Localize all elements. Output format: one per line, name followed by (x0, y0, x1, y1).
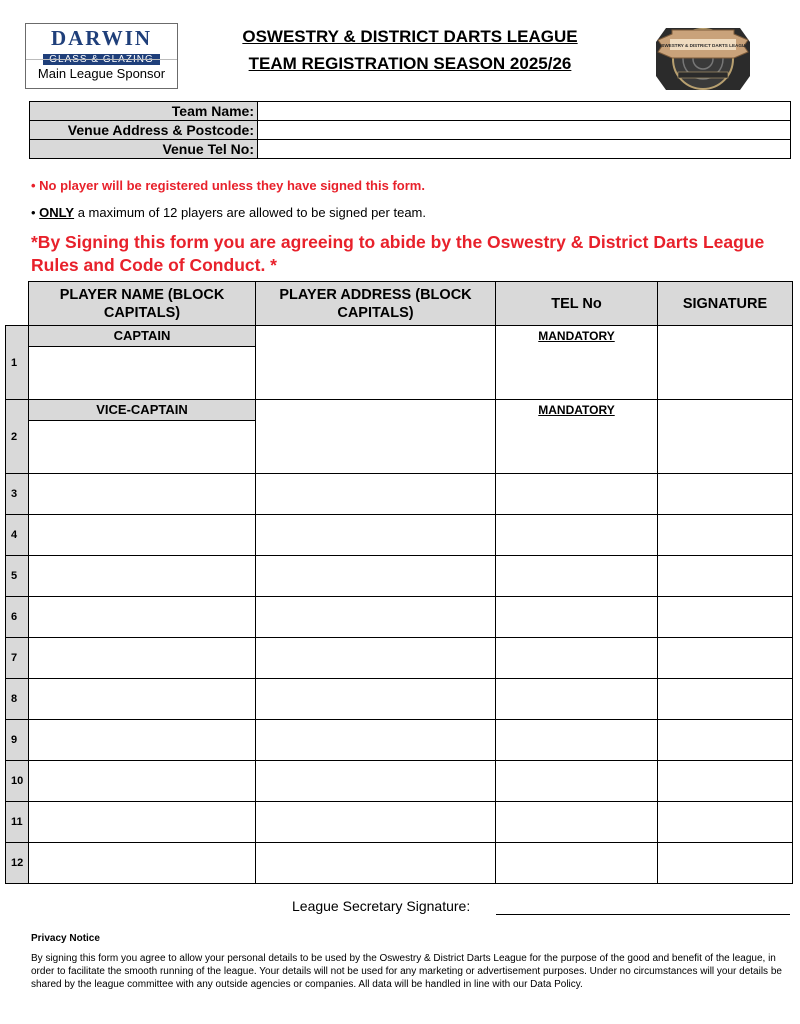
tel-cell[interactable] (496, 843, 658, 884)
player-address-cell[interactable] (256, 400, 496, 474)
tel-cell[interactable] (496, 720, 658, 761)
secretary-signature-label: League Secretary Signature: (292, 898, 471, 914)
venue-address-field[interactable] (258, 121, 791, 140)
logo-banner-text: OSWESTRY & DISTRICT DARTS LEAGUE (657, 43, 749, 48)
player-address-cell[interactable] (256, 679, 496, 720)
registration-warning: • No player will be registered unless they have signed this form. (31, 178, 425, 193)
row-number: 7 (6, 638, 29, 679)
tel-cell[interactable] (496, 802, 658, 843)
table-row (6, 638, 793, 679)
sponsor-box (25, 23, 178, 89)
signature-cell[interactable] (658, 326, 793, 400)
table-row (6, 679, 793, 720)
tel-cell[interactable] (496, 474, 658, 515)
table-row (6, 843, 793, 884)
row-number: 6 (6, 597, 29, 638)
secretary-signature-line[interactable] (496, 914, 790, 915)
tel-cell[interactable] (496, 597, 658, 638)
table-row (6, 515, 793, 556)
player-name-cell[interactable] (29, 761, 256, 802)
signature-cell[interactable] (658, 638, 793, 679)
player-address-cell[interactable] (256, 761, 496, 802)
table-row (6, 556, 793, 597)
header-tel: TEL No (496, 282, 658, 326)
table-row (6, 720, 793, 761)
row-number: 9 (6, 720, 29, 761)
player-name-cell[interactable] (29, 720, 256, 761)
team-name-field[interactable] (258, 102, 791, 121)
signature-cell[interactable] (658, 761, 793, 802)
table-row (6, 326, 793, 400)
player-address-cell[interactable] (256, 720, 496, 761)
signature-cell[interactable] (658, 556, 793, 597)
row-number: 4 (6, 515, 29, 556)
header-blank (6, 282, 29, 326)
venue-address-label: Venue Address & Postcode: (30, 121, 258, 140)
player-table (5, 281, 793, 884)
privacy-heading: Privacy Notice (31, 933, 100, 944)
sponsor-label: Main League Sponsor (26, 59, 177, 88)
venue-tel-field[interactable] (258, 140, 791, 159)
table-row (6, 474, 793, 515)
signature-cell[interactable] (658, 474, 793, 515)
player-name-cell[interactable] (29, 802, 256, 843)
row-number: 1 (6, 326, 29, 400)
tel-cell[interactable] (496, 761, 658, 802)
tel-cell[interactable] (496, 400, 658, 474)
player-address-cell[interactable] (256, 843, 496, 884)
privacy-notice: By signing this form you agree to allow your personal details to be used by the Oswestry & District Darts League for the purpose of the good and benefit of the league, in order to facilitate the smooth running of the league. Your details will not be used for any marketing or advertisement purposes. Under no circumstances will your details be shared by the league committee with any outside agencies or companies. All data will be handled in line with our Data Policy. (31, 953, 782, 990)
mandatory-label: MANDATORY (538, 403, 615, 417)
player-address-cell[interactable] (256, 556, 496, 597)
team-name-label: Team Name: (30, 102, 258, 121)
row-number: 2 (6, 400, 29, 474)
player-address-cell[interactable] (256, 638, 496, 679)
player-name-cell[interactable] (29, 556, 256, 597)
row-number: 10 (6, 761, 29, 802)
signature-cell[interactable] (658, 400, 793, 474)
mandatory-label: MANDATORY (538, 329, 615, 343)
sponsor-brand: DARWIN (50, 26, 153, 50)
max-players-rest: a maximum of 12 players are allowed to be signed per team. (74, 205, 426, 220)
table-row (6, 802, 793, 843)
header-signature: SIGNATURE (658, 282, 793, 326)
captain-label: CAPTAIN (29, 326, 255, 347)
signature-cell[interactable] (658, 515, 793, 556)
max-players-bullet: • (31, 205, 40, 220)
tel-cell[interactable] (496, 326, 658, 400)
player-address-cell[interactable] (256, 515, 496, 556)
table-row (6, 597, 793, 638)
row-number: 12 (6, 843, 29, 884)
tel-cell[interactable] (496, 638, 658, 679)
row-number: 11 (6, 802, 29, 843)
page-title: OSWESTRY & DISTRICT DARTS LEAGUE (242, 27, 578, 46)
sponsor-logo (26, 24, 177, 65)
max-players-note (31, 205, 426, 220)
player-name-cell[interactable] (29, 843, 256, 884)
player-name-cell[interactable] (29, 474, 256, 515)
player-address-cell[interactable] (256, 597, 496, 638)
row-number: 5 (6, 556, 29, 597)
page-subtitle: TEAM REGISTRATION SEASON 2025/26 (248, 54, 572, 73)
player-address-cell[interactable] (256, 474, 496, 515)
team-info-table (29, 101, 791, 159)
tel-cell[interactable] (496, 515, 658, 556)
venue-tel-label: Venue Tel No: (30, 140, 258, 159)
sponsor-brand-sub: GLASS & GLAZING (43, 54, 159, 65)
header-player-address: PLAYER ADDRESS (BLOCK CAPITALS) (256, 282, 496, 326)
max-players-only: ONLY (39, 205, 75, 220)
signature-cell[interactable] (658, 843, 793, 884)
tel-cell[interactable] (496, 556, 658, 597)
player-address-cell[interactable] (256, 326, 496, 400)
dartboard-badge-icon (648, 20, 758, 98)
player-address-cell[interactable] (256, 802, 496, 843)
player-name-cell[interactable] (29, 638, 256, 679)
table-row (6, 761, 793, 802)
signature-cell[interactable] (658, 597, 793, 638)
player-name-cell[interactable] (29, 326, 256, 400)
signature-cell[interactable] (658, 720, 793, 761)
agreement-notice: *By Signing this form you are agreeing to abide by the Oswestry & District Darts League Rules and Code of Conduct. * (31, 232, 765, 275)
row-number: 8 (6, 679, 29, 720)
tel-cell[interactable] (496, 679, 658, 720)
row-number: 3 (6, 474, 29, 515)
player-name-cell[interactable] (29, 400, 256, 474)
player-name-cell[interactable] (29, 597, 256, 638)
header-player-name: PLAYER NAME (BLOCK CAPITALS) (29, 282, 256, 326)
player-name-cell[interactable] (29, 679, 256, 720)
player-name-cell[interactable] (29, 515, 256, 556)
signature-cell[interactable] (658, 802, 793, 843)
vice-captain-label: VICE-CAPTAIN (29, 400, 255, 421)
signature-cell[interactable] (658, 679, 793, 720)
table-row (6, 400, 793, 474)
